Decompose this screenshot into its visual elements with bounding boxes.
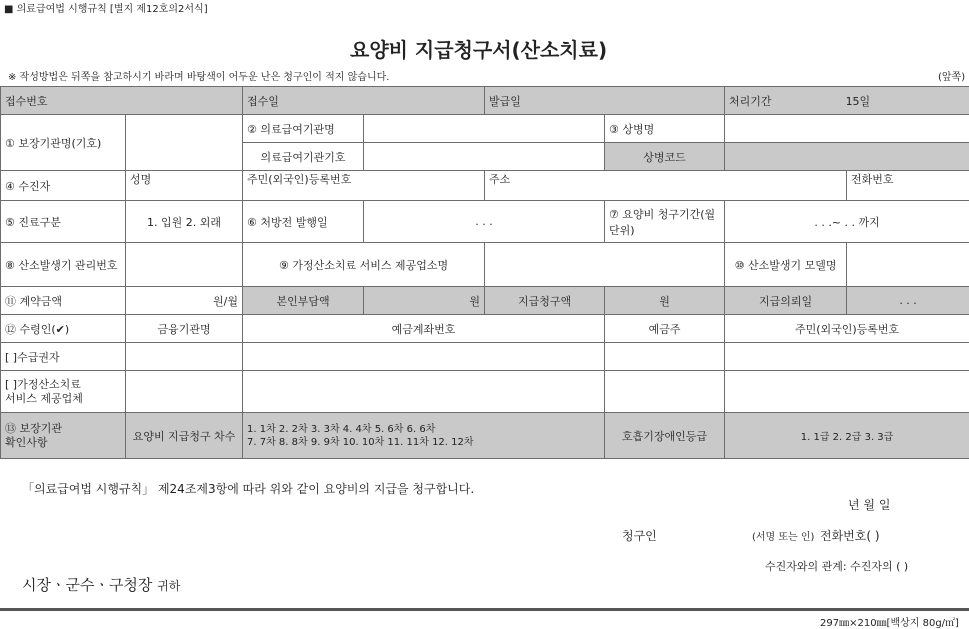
account-input-1[interactable] — [243, 343, 605, 371]
contract-unit[interactable]: 원/월 — [126, 287, 243, 315]
claim-round-options — [243, 413, 605, 459]
claim-period-label: ⑦ 요양비 청구기간(월 단위) — [605, 201, 725, 243]
disease-code-label: 상병코드 — [605, 143, 725, 171]
patient-address-field[interactable]: 주소 — [485, 171, 847, 201]
receipt-date-field: 접수일 — [243, 87, 485, 115]
rx-date-label: ⑥ 처방전 발행일 — [243, 201, 364, 243]
relation-field[interactable]: 수진자와의 관계: 수진자의 ( ) — [765, 560, 909, 573]
issue-date-field: 발급일 — [485, 87, 725, 115]
addressee-suffix: 귀하 — [157, 579, 181, 593]
med-inst-name-input[interactable] — [364, 115, 605, 143]
holder-header: 예금주 — [605, 315, 725, 343]
copay-label: 본인부담액 — [243, 287, 364, 315]
date-line[interactable]: 년 월 일 — [848, 498, 891, 512]
addressee — [22, 574, 180, 595]
claim-round-row-2: 7. 7차 8. 8차 9. 9차 10. 10차 11. 11차 12. 12차 — [247, 436, 474, 448]
holder-rrn-input-1[interactable] — [725, 343, 969, 371]
insurer-label: ① 보장기관명(기호) — [1, 115, 126, 171]
account-header: 예금계좌번호 — [243, 315, 605, 343]
form-reference: ■ 의료급여법 시행규칙 [별지 제12호의2서식] — [4, 4, 208, 15]
disease-code-input — [725, 143, 969, 171]
patient-name-field[interactable]: 성명 — [126, 171, 243, 201]
device-model-input[interactable] — [847, 243, 969, 287]
claimant-label: 청구인 — [622, 529, 657, 543]
disease-name-input[interactable] — [725, 115, 969, 143]
sign-label: (서명 또는 인) — [752, 532, 815, 543]
disability-grade-options: 1. 1급 2. 2급 3. 3급 — [725, 413, 969, 459]
bottom-rule — [0, 608, 969, 611]
request-date-value: . . . — [847, 287, 969, 315]
claim-form-table — [0, 86, 969, 459]
patient-phone-field[interactable]: 전화번호 — [847, 171, 969, 201]
provider-name-input[interactable] — [485, 243, 725, 287]
device-mgmt-label: ⑧ 산소발생기 관리번호 — [1, 243, 126, 287]
bank-input-1[interactable] — [126, 343, 243, 371]
holder-input-1[interactable] — [605, 343, 725, 371]
disability-grade-label: 호흡기장애인등급 — [605, 413, 725, 459]
device-mgmt-input[interactable] — [126, 243, 243, 287]
side-indicator: (앞쪽) — [938, 72, 966, 83]
care-type-options[interactable]: 1. 입원 2. 외래 — [126, 201, 243, 243]
insurer-input[interactable] — [126, 115, 243, 171]
claim-amount-label: 지급청구액 — [485, 287, 605, 315]
claim-round-label: 요양비 지급청구 차수 — [126, 413, 243, 459]
patient-label: ④ 수진자 — [1, 171, 126, 201]
account-input-2[interactable] — [243, 371, 605, 413]
claim-period-input[interactable]: . . .~ . . 까지 — [725, 201, 969, 243]
rx-date-input[interactable]: . . . — [364, 201, 605, 243]
claim-statement: 「의료급여법 시행규칙」 제24조제3항에 따라 위와 같이 요양비의 지급을 청구합니다. — [22, 482, 475, 496]
holder-rrn-header: 주민(외국인)등록번호 — [725, 315, 969, 343]
med-inst-code-label: 의료급여기관기호 — [243, 143, 364, 171]
disease-name-label: ③ 상병명 — [605, 115, 725, 143]
med-inst-code-input[interactable] — [364, 143, 605, 171]
holder-rrn-input-2[interactable] — [725, 371, 969, 413]
processing-period-field — [725, 87, 969, 115]
confirm-label: ⑬ 보장기관 확인사항 — [1, 413, 126, 459]
device-model-label: ⑩ 산소발생기 모델명 — [725, 243, 847, 287]
recipient-provider-option[interactable]: [ ]가정산소치료 서비스 제공업체 — [1, 371, 126, 413]
recipient-label: ⑫ 수령인(✔) — [1, 315, 126, 343]
page-title: 요양비 지급청구서(산소치료) — [350, 38, 608, 62]
bank-header: 금융기관명 — [126, 315, 243, 343]
receipt-number-field: 접수번호 — [1, 87, 243, 115]
holder-input-2[interactable] — [605, 371, 725, 413]
contract-label: ⑪ 계약금액 — [1, 287, 126, 315]
recipient-beneficiary-option[interactable]: [ ]수급권자 — [1, 343, 126, 371]
claim-round-row-1: 1. 1차 2. 2차 3. 3차 4. 4차 5. 6차 6. 6차 — [247, 423, 436, 435]
request-date-label: 지급의뢰일 — [725, 287, 847, 315]
care-type-label: ⑤ 진료구분 — [1, 201, 126, 243]
claimant-phone[interactable]: 전화번호( ) — [820, 529, 880, 543]
bank-input-2[interactable] — [126, 371, 243, 413]
processing-period-value: 15일 — [845, 94, 871, 108]
provider-name-label: ⑨ 가정산소치료 서비스 제공업소명 — [243, 243, 485, 287]
processing-period-label: 처리기간 — [729, 94, 772, 108]
claim-amount-unit: 원 — [605, 287, 725, 315]
med-inst-name-label: ② 의료급여기관명 — [243, 115, 364, 143]
instruction-note: ※ 작성방법은 뒤쪽을 참고하시기 바라며 바탕색이 어두운 난은 청구인이 적지 않습니다. — [8, 72, 390, 83]
copay-unit: 원 — [364, 287, 485, 315]
patient-rrn-field[interactable]: 주민(외국인)등록번호 — [243, 171, 485, 201]
paper-spec: 297㎜×210㎜[백상지 80g/㎡] — [820, 618, 959, 629]
addressee-title: 시장ㆍ군수ㆍ구청장 — [22, 576, 153, 594]
